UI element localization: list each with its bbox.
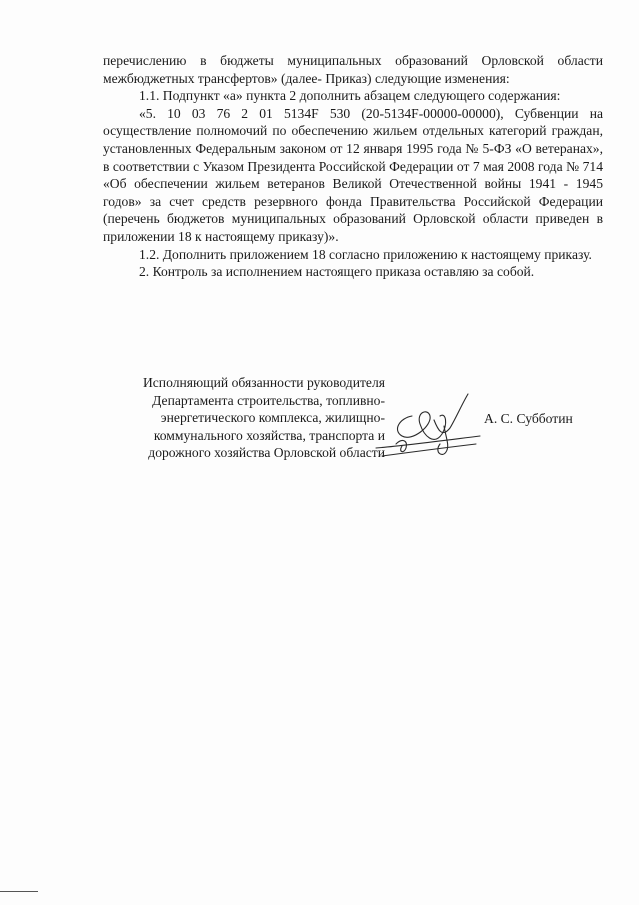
paragraph-4: 1.2. Дополнить приложением 18 согласно приложению к настоящему приказу. bbox=[139, 246, 592, 262]
handwritten-signature-icon bbox=[372, 386, 482, 476]
position-line-2: Департамента строительства, топливно- bbox=[152, 392, 385, 408]
paragraph-3: «5. 10 03 76 2 01 5134F 530 (20-5134F-00000-00000), Субвенции на осуществление полномочий по обеспечению жильем отдельных категорий граждан, установленных Федеральным законом от 12 января 1995 года № 5-ФЗ «О ветеранах», в соответствии с Указом Президента Российской Федерации от 7 мая 2008 года № 714 «Об обеспечении жильем ветеранов Великой Отечественной войны 1941 - 1945 годов» за счет средств резервного фонда Правительства Российской Федерации (перечень бюджетов муниципальных образований Орловской области приведен в приложении 18 к настоящему приказу)». bbox=[103, 105, 603, 244]
scan-edge-line bbox=[0, 891, 38, 892]
signatory-position bbox=[103, 374, 385, 462]
paragraph-1: перечислению в бюджеты муниципальных образований Орловской области межбюджетных трансфертов» (далее- Приказ) следующие изменения: bbox=[103, 53, 603, 86]
position-line-1: Исполняющий обязанности руководителя bbox=[142, 375, 385, 390]
paragraph-2: 1.1. Подпункт «а» пункта 2 дополнить абзацем следующего содержания: bbox=[139, 88, 561, 104]
position-line-3: энергетического комплекса, жилищно- bbox=[160, 410, 385, 426]
position-line-4: коммунального хозяйства, транспорта и bbox=[153, 427, 385, 443]
paragraph-5: 2. Контроль за исполнением настоящего приказа оставляю за собой. bbox=[139, 264, 535, 280]
position-line-5: дорожного хозяйства Орловской области bbox=[148, 445, 385, 461]
signatory-name: А. С. Субботин bbox=[484, 411, 573, 426]
document-body bbox=[103, 52, 603, 281]
